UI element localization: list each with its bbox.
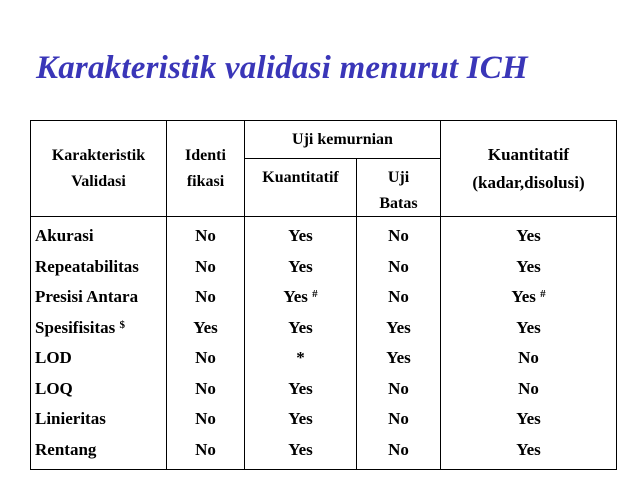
- header-identifikasi: [167, 121, 245, 217]
- uji-batas-value: No: [388, 439, 409, 459]
- row-name: Rentang: [35, 439, 97, 459]
- uji-batas-value: No: [388, 226, 409, 246]
- header-karakteristik-line2: Validasi: [71, 172, 126, 190]
- kadar-value: Yes: [516, 317, 541, 337]
- kadar-value: Yes: [516, 256, 541, 276]
- column-kuantitatif-kadar: [441, 217, 617, 470]
- kuantitatif-value: Yes: [288, 317, 313, 337]
- row-name: Linieritas: [35, 409, 106, 429]
- header-kuantitatif: Kuantitatif: [245, 159, 357, 217]
- identifikasi-value: No: [195, 256, 216, 276]
- identifikasi-value: No: [195, 226, 216, 246]
- kadar-value: Yes: [516, 226, 541, 246]
- kuantitatif-value: Yes: [288, 409, 313, 429]
- column-uji-batas: [357, 217, 441, 470]
- kadar-value: Yes #: [511, 287, 546, 307]
- row-name: Repeatabilitas: [35, 256, 139, 276]
- uji-batas-value: No: [388, 378, 409, 398]
- identifikasi-value: No: [195, 348, 216, 368]
- row-name: Spesifisitas $: [35, 317, 126, 337]
- header-kuantitatif-kadar-line1: Kuantitatif: [487, 145, 570, 165]
- header-identifikasi-line2: fikasi: [186, 172, 225, 190]
- header-uji-batas: [357, 159, 441, 217]
- kadar-value: No: [518, 378, 539, 398]
- header-uji-batas-line2: Batas: [379, 194, 418, 212]
- kadar-value: No: [518, 348, 539, 368]
- uji-batas-value: No: [388, 287, 409, 307]
- header-kuantitatif-kadar: [441, 121, 617, 217]
- uji-batas-value: No: [388, 256, 409, 276]
- kuantitatif-value: Yes: [288, 256, 313, 276]
- kuantitatif-value: Yes: [288, 226, 313, 246]
- identifikasi-value: No: [195, 378, 216, 398]
- header-uji-batas-line1: Uji: [387, 169, 410, 186]
- header-karakteristik-line1: Karakteristik: [51, 147, 146, 164]
- identifikasi-value: No: [195, 409, 216, 429]
- header-identifikasi-line1: Identi: [185, 147, 226, 164]
- row-name: LOD: [35, 348, 72, 368]
- row-name: LOQ: [35, 378, 73, 398]
- kuantitatif-value: Yes: [288, 439, 313, 459]
- row-name: Presisi Antara: [35, 287, 139, 307]
- kuantitatif-value: Yes: [288, 378, 313, 398]
- kadar-value: Yes: [516, 439, 541, 459]
- column-karakteristik: [31, 217, 167, 470]
- identifikasi-value: Yes: [193, 317, 218, 337]
- validation-table: [30, 120, 617, 470]
- header-karakteristik-validasi: [31, 121, 167, 217]
- row-name: Akurasi: [35, 226, 94, 246]
- kuantitatif-value: Yes #: [283, 287, 318, 307]
- header-uji-kemurnian: Uji kemurnian: [245, 121, 441, 159]
- uji-batas-value: No: [388, 409, 409, 429]
- uji-batas-value: Yes: [386, 348, 411, 368]
- page-title: Karakteristik validasi menurut ICH: [36, 50, 528, 86]
- uji-batas-value: Yes: [386, 317, 411, 337]
- identifikasi-value: No: [195, 287, 216, 307]
- column-kuantitatif: [245, 217, 357, 470]
- header-kuantitatif-kadar-line2: (kadar,disolusi): [472, 172, 585, 192]
- column-identifikasi: [167, 217, 245, 470]
- identifikasi-value: No: [195, 439, 216, 459]
- kuantitatif-value: *: [296, 348, 305, 368]
- kadar-value: Yes: [516, 409, 541, 429]
